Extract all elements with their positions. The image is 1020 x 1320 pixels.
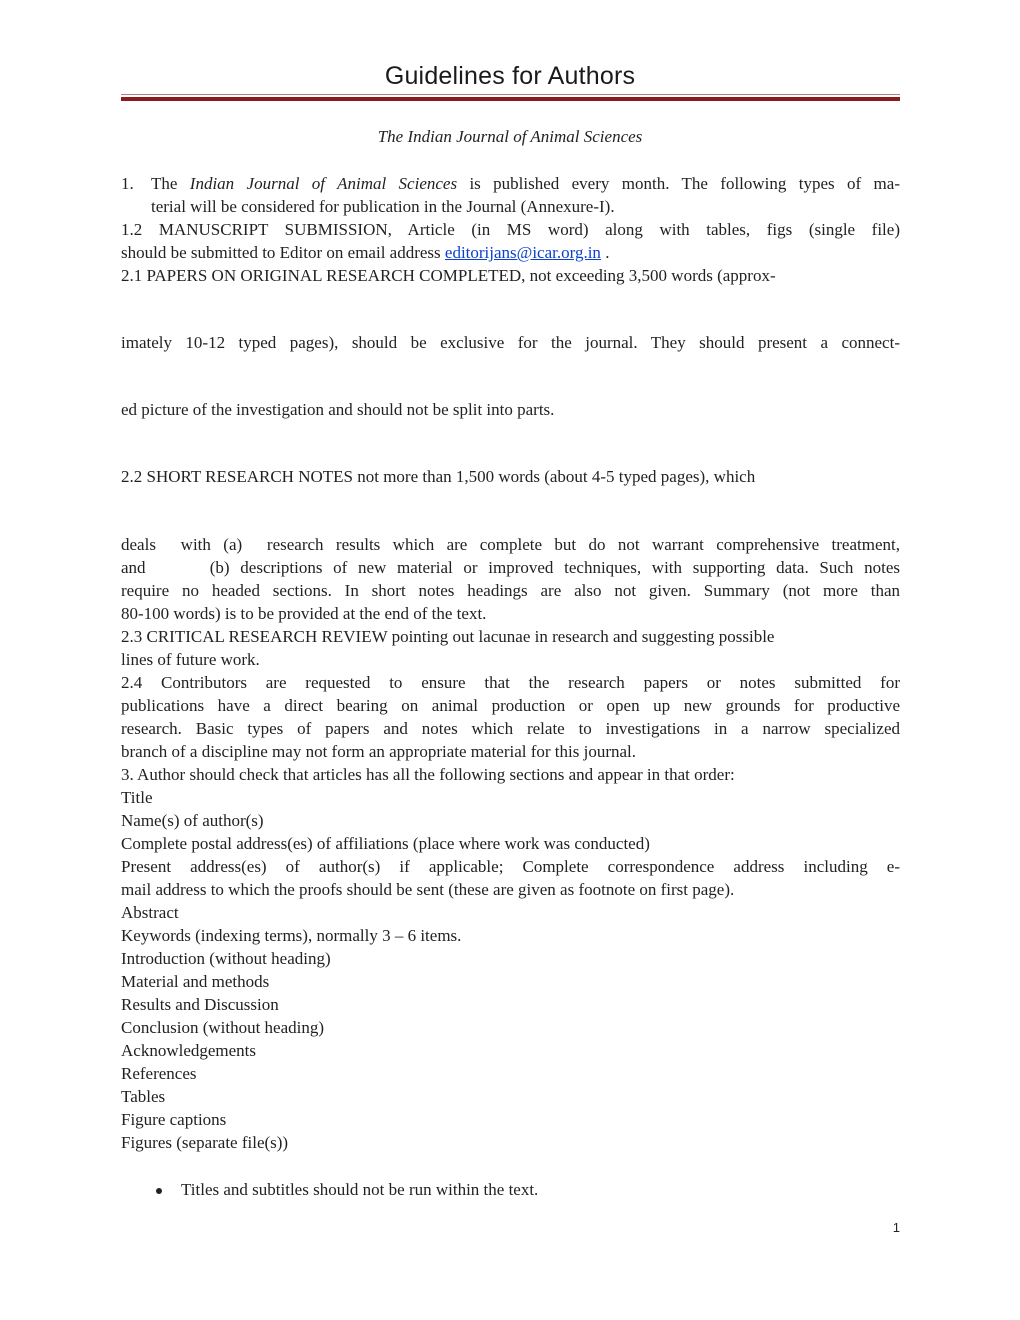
- section-list-item: Figure captions: [121, 1110, 227, 1129]
- item-1-line-1: [151, 172, 900, 195]
- item-1-2-prefix: should be submitted to Editor on email address: [121, 243, 445, 262]
- journal-name-italic: Indian Journal of Animal Sciences: [189, 174, 458, 193]
- item-2-2-line-2: deals with (a) research results which are complete but do not warrant comprehensive treatment,: [121, 535, 900, 554]
- item-2-2-line-4: require no headed sections. In short notes headings are also not given. Summary (not more than: [121, 581, 900, 600]
- item-2-4-line-3: research. Basic types of papers and notes which relate to investigations in a narrow specialized: [121, 719, 900, 738]
- section-list-item: Keywords (indexing terms), normally 3 – 6 items.: [121, 926, 462, 945]
- section-list-item: Conclusion (without heading): [121, 1018, 325, 1037]
- item-2-4-line-4: branch of a discipline may not form an appropriate material for this journal.: [121, 742, 637, 761]
- bullet-icon: [156, 1188, 162, 1194]
- section-list-item: Figures (separate file(s)): [121, 1133, 289, 1152]
- section-list-item: mail address to which the proofs should be sent (these are given as footnote on first page).: [121, 880, 735, 899]
- title-rule-thin: [121, 94, 900, 95]
- item-1-2-line-2: [121, 241, 900, 264]
- editor-email-link[interactable]: editorijans@icar.org.in: [444, 243, 601, 262]
- item-2-3-line-1: 2.3 CRITICAL RESEARCH REVIEW pointing out lacunae in research and suggesting possible: [121, 627, 775, 646]
- page-title: Guidelines for Authors: [384, 62, 636, 90]
- title-rule-thick: [121, 97, 900, 101]
- section-list-item: Results and Discussion: [121, 995, 279, 1014]
- item-2-4-line-1: 2.4 Contributors are requested to ensure that the research papers or notes submitted for: [121, 673, 900, 692]
- section-list-item: Present address(es) of author(s) if applicable; Complete correspondence address including e-: [121, 857, 900, 876]
- item-1-2-line-1: 1.2 MANUSCRIPT SUBMISSION, Article (in MS word) along with tables, figs (single file): [121, 220, 900, 239]
- item-2-1-line-1: 2.1 PAPERS ON ORIGINAL RESEARCH COMPLETED, not exceeding 3,500 words (approx-: [121, 266, 776, 285]
- item-1-prefix: The: [151, 174, 190, 193]
- journal-subtitle: The Indian Journal of Animal Sciences: [377, 127, 643, 146]
- page-number: 1: [892, 1220, 900, 1235]
- item-1-2-suffix: .: [600, 243, 610, 262]
- section-list-item: Name(s) of author(s): [121, 811, 264, 830]
- section-list-item: Material and methods: [121, 972, 270, 991]
- item-2-2-line-5: 80-100 words) is to be provided at the end of the text.: [121, 604, 487, 623]
- item-2-2-line-1: 2.2 SHORT RESEARCH NOTES not more than 1,500 words (about 4-5 typed pages), which: [121, 467, 756, 486]
- bullet-item: Titles and subtitles should not be run within the text.: [181, 1180, 539, 1199]
- section-list-item: Abstract: [121, 903, 179, 922]
- item-2-1-line-2: imately 10-12 typed pages), should be exclusive for the journal. They should present a connect-: [121, 333, 900, 352]
- item-1-rest: is published every month. The following types of ma-: [457, 174, 900, 193]
- item-1-line-2: terial will be considered for publication in the Journal (Annexure-I).: [151, 197, 615, 216]
- section-list-item: Complete postal address(es) of affiliations (place where work was conducted): [121, 834, 650, 853]
- section-list-item: Acknowledgements: [121, 1041, 257, 1060]
- section-list-item: References: [121, 1064, 197, 1083]
- item-2-2-line-3: and (b) descriptions of new material or improved techniques, with supporting data. Such notes: [121, 558, 900, 577]
- item-1-number: 1.: [121, 174, 134, 193]
- item-2-3-line-2: lines of future work.: [121, 650, 260, 669]
- section-list-item: Introduction (without heading): [121, 949, 331, 968]
- item-2-1-line-3: ed picture of the investigation and should not be split into parts.: [121, 400, 555, 419]
- item-2-4-line-2: publications have a direct bearing on animal production or open up new grounds for productive: [121, 696, 900, 715]
- section-list-item: Title: [121, 788, 153, 807]
- section-list-item: Tables: [121, 1087, 166, 1106]
- item-3-intro: 3. Author should check that articles has all the following sections and appear in that order:: [121, 765, 735, 784]
